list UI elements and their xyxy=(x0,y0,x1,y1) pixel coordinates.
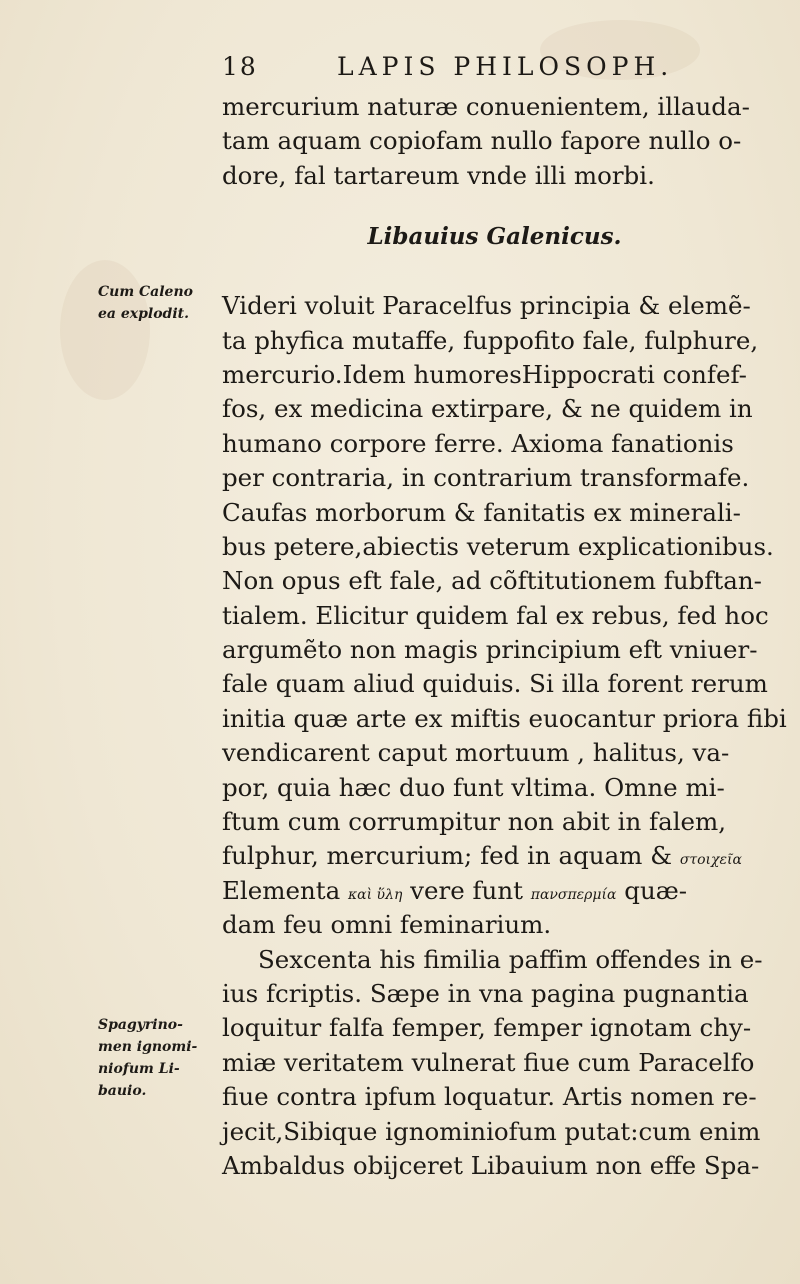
greek-word: πανσπερμία xyxy=(530,886,617,903)
text-line: ius fcriptis. Sæpe in vna pagina pugnantia xyxy=(222,978,749,1008)
greek-word: καὶ ὕλη xyxy=(347,886,403,903)
margin-note-line: niofum Li- xyxy=(98,1061,180,1077)
text-line: loquitur falfa femper, femper ignotam chy- xyxy=(222,1013,752,1043)
text-line: vendicarent caput mortuum , halitus, va- xyxy=(222,738,730,768)
text-line: ta phyfica mutaffe, fuppofito fale, fulphure, xyxy=(222,325,759,355)
text-line: argumẽto non magis principium eft vniuer- xyxy=(222,635,758,665)
text-line: Videri voluit Paracelfus principia & elemẽ- xyxy=(222,291,751,321)
text-line: bus petere,abiectis veterum explicationibus. xyxy=(222,531,774,561)
text-line xyxy=(222,839,767,873)
margin-note-line: Cum Caleno xyxy=(98,284,193,300)
text-line: initia quæ arte ex miftis euocantur priora fibi xyxy=(222,703,787,733)
text-line: dam feu omni feminarium. xyxy=(222,910,552,940)
text-line: fale quam aliud quiduis. Si illa forent rerum xyxy=(222,669,768,699)
text-line: mercurium naturæ conuenientem, illauda- xyxy=(222,92,750,121)
text-line: dore, fal tartareum vnde illi morbi. xyxy=(222,160,655,190)
margin-note-spagyrinomen xyxy=(98,1014,216,1102)
text-line: fiue contra ipfum loquatur. Artis nomen re- xyxy=(222,1082,757,1112)
section-heading: Libauius Galenicus. xyxy=(367,223,622,251)
text-line: tam aquam copiofam nullo fapore nullo o- xyxy=(222,126,742,156)
greek-word: στοιχεῖα xyxy=(679,852,742,869)
text-line: mercurio.Idem humoresHippocrati confef- xyxy=(222,359,747,389)
text-line: Caufas morborum & fanitatis ex minerali- xyxy=(222,497,741,527)
text-line xyxy=(222,874,767,908)
text-line: humano corpore ferre. Axioma fanationis xyxy=(222,428,734,458)
text-line: por, quia hæc duo funt vltima. Omne mi- xyxy=(222,772,725,802)
text-line: per contraria, in contrarium transformafe. xyxy=(222,463,750,493)
text-line: ftum cum corrumpitur non abit in falem, xyxy=(222,807,727,837)
margin-note-line: bauio. xyxy=(98,1083,147,1099)
text-line: Non opus eft fale, ad cõftitutionem fubftan- xyxy=(222,566,762,596)
text-line: Ambaldus obijceret Libauium non effe Spa- xyxy=(222,1150,760,1180)
text-line: fos, ex medicina extirpare, & ne quidem in xyxy=(222,394,753,424)
page-number: 18 xyxy=(222,52,258,81)
page-header xyxy=(222,52,762,86)
text-fragment: fulphur, mercurium; fed in aquam & xyxy=(222,841,673,871)
text-fragment: Elementa xyxy=(222,875,341,905)
text-line: tialem. Elicitur quidem fal ex rebus, fed hoc xyxy=(222,600,769,630)
margin-note-line: men ignomi- xyxy=(98,1039,198,1055)
text-line: jecit,Sibique ignominiofum putat:cum enim xyxy=(222,1116,761,1146)
running-title: LAPIS PHILOSOPH. xyxy=(337,52,674,81)
text-line: miæ veritatem vulnerat fiue cum Paracelfo xyxy=(222,1047,755,1077)
text-fragment: quæ- xyxy=(624,875,688,905)
margin-note-line: ea explodit. xyxy=(98,306,189,322)
main-text xyxy=(222,90,787,1183)
margin-note-line: Spagyrino- xyxy=(98,1017,183,1033)
text-line: Sexcenta his fimilia paffim offendes in e- xyxy=(258,944,763,974)
margin-note-caleno xyxy=(98,281,216,325)
text-fragment: vere funt xyxy=(410,875,523,905)
